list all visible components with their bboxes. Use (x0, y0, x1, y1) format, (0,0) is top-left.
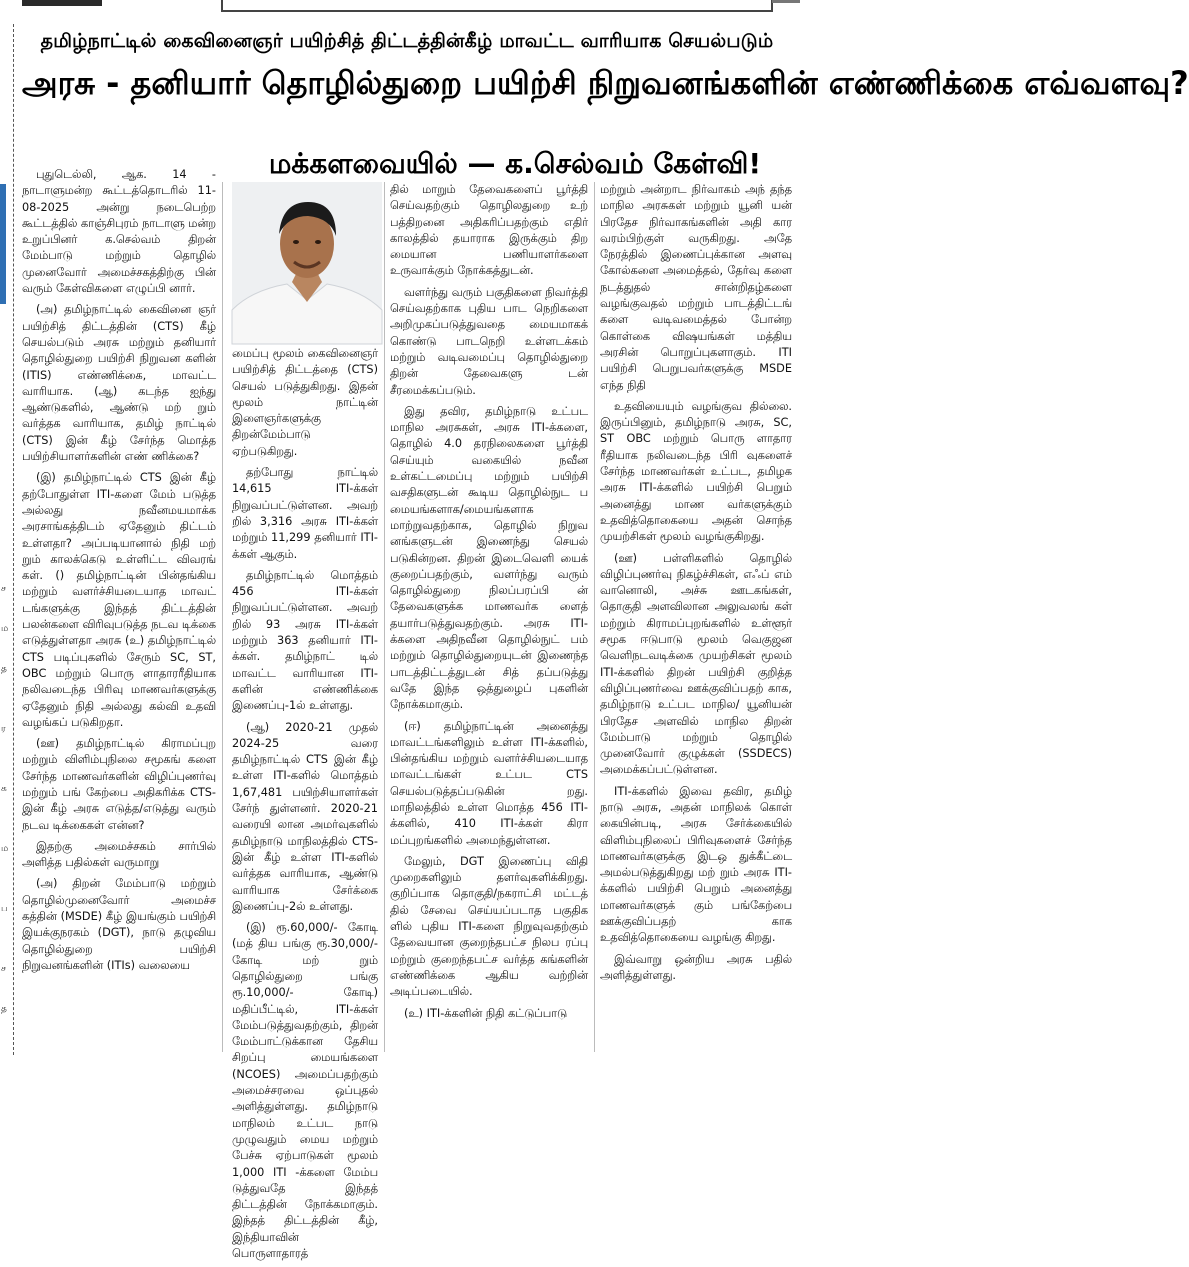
article-paragraph: புதுடெல்லி, ஆக. 14 - நாடாளுமன்ற கூட்டத்தொடரில் 11-08-2025 அன்று நடைபெற்ற கூட்டத்தில் காஞ்சிபுரம் நாடாளு மன்ற உறுப்பினர் க.செல்வம் திறன் மேம்பாடு மற்றும் தொழில் முனைவோர் அமைச்சகத்திற்கு பின் வரும் கேள்விகளை எழுப்பி னார். (22, 168, 216, 296)
article-paragraph: (ஆ) 2020-21 முதல் 2024-25 வரை தமிழ்நாட்டில் CTS இன் கீழ் உள்ள ITI-களில் மொத்தம் 1,67,481 பயிற்சியாளர்கள் சேர்ந் துள்ளனர். 2020-21 வரையி லான அமர்வுகளில் தமிழ்நாடு மாநிலத்தில் CTS-இன் கீழ் உள்ள ITI-களில் வர்த்தக வாரியாக, ஆண்டு வாரியாக சேர்க்கை இணைப்பு-2ல் உள்ளது. (232, 720, 378, 913)
top-ink-fragment-right (772, 0, 800, 3)
article-column-2 (232, 346, 378, 1267)
article-paragraph: (அ) தமிழ்நாட்டில் கைவினை ஞர் பயிற்சித் திட்டத்தின் (CTS) கீழ் செயல்படும் அரசு மற்றும் தனியார் தொழில்துறை பயிற்சி நிறுவன களின் (ITIS) எண்ணிக்கை, மாவட்ட வாரியாக. (ஆ) கடந்த ஐந்து ஆண்டுகளில், ஆண்டு மற் றும் வர்த்தக வாரியாக, தமிழ் நாட்டில் (CTS) இன் கீழ் சேர்ந்த மொத்த பயிற்சியாளர்களின் எண் ணிக்கை? (22, 303, 216, 464)
left-edge-glyph: ம (1, 624, 9, 634)
article-paragraph: (ஈ) தமிழ்நாட்டின் அனைத்து மாவட்டங்களிலும் உள்ள ITI-க்களில், பின்தங்கிய மற்றும் வளர்ச்சியடையாத மாவட்டங்கள் உட்பட CTS செயல்படுத்தப்படுகின் றது. மாநிலத்தில் உள்ள மொத்த 456 ITI-க்களில், 410 ITI-க்கள் கிரா மப்புறங்களில் அமைந்துள்ளன. (390, 719, 588, 847)
column-rule (384, 182, 385, 1052)
article-paragraph: ITI-க்களில் இவை தவிர, தமிழ் நாடு அரசு, அதன் மாநிலக் கொள் கையின்படி, அரசு சேர்க்கையில் விளிம்புநிலைப் பிரிவுகளைச் சேர்ந்த மாணவர்களுக்கு இடஒ துக்கீட்டை அமல்படுத்துகிறது மற் றும் அரசு ITI-க்களில் பயிற்சி பெறும் அனைத்து மாணவர்களுக் கும் பங்கேற்பை ஊக்குவிப்பதற் காக உதவித்தொகையை வழங்கு கிறது. (600, 784, 792, 945)
top-border-strip (0, 0, 800, 18)
left-edge-glyph: த (1, 664, 7, 674)
article-paragraph: (உ) ITI-க்களின் நிதி கட்டுப்பாடு (404, 1006, 568, 1020)
article-paragraph: மற்றும் அன்றாட நிர்வாகம் அந் தந்த மாநில அரசுகள் மற்றும் யூனி யன் பிரதேச நிர்வாகங்களின் அதி கார வரம்பிற்குள் வருகிறது. அதே நேரத்தில் இணைப்புக்கான அளவு கோல்களை அமைத்தல், தேர்வு களை நடத்துதல் சான்றிதழ்களை வழங்குவதல் மற்றும் பாடத்திட்டங் களை வடிவமைத்தல் போன்ற கொள்கை விஷயங்கள் மத்திய அரசின் பொறுப்புகளாகும். ITI பயிற்சி பெறுபவர்களுக்கு MSDE எந்த நிதி (600, 183, 792, 392)
top-box-outline (221, 0, 773, 12)
article-column-4 (600, 182, 792, 989)
article-paragraph: (ஊ) பள்ளிகளில் தொழில் விழிப்புணர்வு நிகழ்ச்சிகள், எஃப் எம் வானொலி, அச்சு ஊடகங்கள், தொகுதி அளவிலான அலுவலங் கள் மற்றும் கிராமப்புறங்களில் உள்ளூர் சமூக ஈடுபாடு மூலம் வெகுஜன வெளிநடவடிக்கை முயற்சிகள் மூலம் ITI-க்களில் திறன் பயிற்சி குறித்த விழிப்புணர்வை ஊக்குவிப்பதற் காக, தமிழ்நாடு உட்பட மாநில/ யூனியன் பிரதேச அளவில் மாநில திறன் மேம்பாடு மற்றும் தொழில் முனைவோர் குழுக்கள் (SSDECS) அமைக்கப்பட்டுள்ளன. (600, 551, 792, 777)
column-rule (594, 182, 595, 1052)
column-rule (222, 182, 223, 1052)
article-column-1 (22, 167, 216, 979)
left-page-edge (0, 24, 14, 1055)
left-edge-glyph: ச (1, 584, 6, 594)
article-paragraph: (இ) தமிழ்நாட்டில் CTS இன் கீழ் தற்போதுள்ள ITI-களை மேம் படுத்த அல்லது நவீனமயமாக்க அரசாங்கத்திடம் ஏதேனும் திட்டம் உள்ளதா? அப்படியானால் நிதி மற் றும் காலக்கெடு உள்ளிட்ட விவரங் கள். () தமிழ்நாட்டின் பின்தங்கிய மற்றும் வளர்ச்சியடையாத மாவட் டங்களுக்கு இந்தத் திட்டத்தின் பலன்களை விரிவுபடுத்த நடவ டிக்கை எடுத்துள்ளதா அரசு (உ) தமிழ்நாட்டில் CTS படிப்புகளில் சேரும் SC, ST, OBC மற்றும் பொரு ளாதாரரீதியாக நலிவடைந்த பிரிவு மாணவர்களுக்கு ஏதேனும் நிதி அல்லது கல்வி உதவி வழங்கப் படுகிறதா. (22, 471, 216, 729)
left-edge-glyph: ச (1, 964, 6, 974)
article-paragraph: மைப்பு மூலம் கைவினைஞர் பயிற்சித் திட்டத்தை (CTS) செயல் படுத்துகிறது. இதன் மூலம் நாட்டின் இளைஞர்களுக்கு திறன்மேம்பாடு ஏற்படுகிறது. (232, 347, 378, 458)
left-edge-glyph: த (1, 1004, 7, 1014)
article-title: அரசு - தனியார் தொழில்துறை பயிற்சி நிறுவனங்களின் எண்ணிக்கை எவ்வளவு? (22, 64, 1189, 102)
article-paragraph: தமிழ்நாட்டில் மொத்தம் 456 ITI-க்கள் நிறுவப்பட்டுள்ளன. அவற் றில் 93 அரசு ITI-க்கள் மற்றும் 363 தனியார் ITI-க்கள். தமிழ்நாட் டில் மாவட்ட வாரியான ITI-களின் எண்ணிக்கை இணைப்பு-1ல் உள்ளது. (232, 568, 378, 713)
left-edge-glyph: ர (1, 724, 6, 734)
article-subheading: மக்களவையில் — க.செல்வம் கேள்வி! (268, 147, 762, 180)
article-header (22, 30, 1189, 103)
left-edge-glyph: ம (1, 844, 9, 854)
article-paragraph: இது தவிர, தமிழ்நாடு உட்பட மாநில அரசுகள், அரசு ITI-க்களை, தொழில் 4.0 தரநிலைகளை பூர்த்தி செய்யும் வகையில் நவீன உள்கட்டமைப்பு மற்றும் பயிற்சி வசதிகளுடன் கூடிய தொழில்நுட ப மையங்களாக/மையங்களாக மாற்றுவதற்காக, தொழில் நிறுவ னங்களுடன் இணைந்து செயல் படுகின்றன. திறன் இடைவெளி யைக் குறைப்பதற்கும், வளர்ந்து வரும் தொழில்துறை நிலப்பரப்பி ன் தேவைகளுக்க மாணவர்க ளைத் தயார்படுத்துவதற்கும். அரசு ITI-க்களை அதிநவீன தொழில்நுட் பம் மற்றும் தொழில்துறையுடன் இணைந்த பாடத்திட்டத்துடன் சித் தப்படுத்து வதே இந்த ஒத்துழைப் புகளின் நோக்கமாகும். (390, 404, 588, 712)
article-paragraph: (அ) திறன் மேம்பாடு மற்றும் தொழில்முனைவோர் அமைச்ச கத்தின் (MSDE) கீழ் இயங்கும் பயிற்சி இயக்குநரகம் (DGT), நாடு தழுவிய தொழில்துறை பயிற்சி நிறுவனங்களின் (ITIs) வலையை (22, 877, 216, 972)
article-paragraph: உதவியையும் வழங்குவ தில்லை. இருப்பினும், தமிழ்நாடு அரசு, SC, ST OBC மற்றும் பொரு ளாதார ரீதியாக நலிவடைந்த பிரி வுகளைச் சேர்ந்த மாணவர்கள் உட்பட, தமிழக அரசு ITI-க்களில் பயிற்சி பெறும் அனைத்து மாண வர்களுக்கும் உதவித்தொகையை அதன் சொந்த முயற்சிகள் மூலம் வழங்குகிறது. (600, 399, 792, 544)
article-paragraph: (இ) ரூ.60,000/- கோடி (மத் திய பங்கு ரூ.30,000/- கோடி மற் றும் தொழில்துறை பங்கு ரூ.10,000/- கோடி) மதிப்பீட்டில், ITI-க்கள் மேம்படுத்துவதற்கும், திறன் மேம்பாட்டுக்கான தேசிய சிறப்பு மையங்களை (NCOES) அமைப்பதற்கும் அமைச்சரவை ஒப்புதல் அளித்துள்ளது. தமிழ்நாடு மாநிலம் உட்பட நாடு முழுவதும் மைய மற்றும் பேச்சு ஏற்பாடுகள் மூலம் 1,000 ITI -க்களை மேம்ப டுத்துவதே இந்தத் திட்டத்தின் நோக்கமாகும். இந்தத் திட்டத்தின் கீழ், இந்தியாவின் பொருளாதாரத் (232, 921, 378, 1261)
article-paragraph: (ஊ) தமிழ்நாட்டில் கிராமப்புற மற்றும் விளிம்புநிலை சமூகங் களை சேர்ந்த மாணவர்களின் விழிப்புணர்வு மற்றும் பங் கேற்பை அதிகரிக்க CTS-இன் கீழ் அரசு எடுத்த/எடுத்து வரும் நடவ டிக்கைகள் என்ன? (22, 737, 216, 832)
article-paragraph: தில் மாறும் தேவைகளைப் பூர்த்தி செய்வதற்கும் தொழிலதுறை உற் பத்திறனை அதிகரிப்பதற்கும் எதிர் காலத்தில் தயாராக இருக்கும் திற மையான பணியாளர்களை உருவாக்கும் நோக்கத்துடன். (390, 183, 588, 278)
portrait-drawing (232, 182, 382, 344)
article-kicker: தமிழ்நாட்டில் கைவினைஞர் பயிற்சித் திட்டத்தின்கீழ் மாவட்ட வாரியாக செயல்படும் (40, 30, 774, 52)
left-edge-glyph: ப (1, 904, 8, 914)
article-paragraph: வளர்ந்து வரும் பகுதிகளை நிவர்த்தி செய்வதற்காக புதிய பாட நெறிகளை அறிமுகப்படுத்துவதை மையமாகக் கொண்டு பாடநெறி உள்ளடக்கம் மற்றும் வடிவமைப்பு தொழில்துறை திறன் தேவைகளு டன் சீரமைக்கப்படும். (390, 285, 588, 397)
article-paragraph: தற்போது நாட்டில் 14,615 ITI-க்கள் நிறுவப்பட்டுள்ளன. அவற் றில் 3,316 அரசு ITI-க்கள் மற்றும் 11,299 தனியார் ITI-க்கள் ஆகும். (232, 466, 378, 561)
left-edge-color-strip (0, 184, 6, 304)
article-paragraph: இதற்கு அமைச்சகம் சார்பில் அளித்த பதில்கள் வருமாறு (22, 839, 216, 870)
article-paragraph: இவ்வாறு ஒன்றிய அரசு பதில் அளித்துள்ளது. (600, 952, 792, 982)
article-column-3 (390, 182, 588, 1027)
person-portrait-icon (232, 182, 382, 344)
left-edge-glyph: க (1, 784, 7, 794)
article-paragraph: மேலும், DGT இணைப்பு விதி முறைகளிலும் தளர்வுகளிக்கிறது. குறிப்பாக தொகுதி/நகராட்சி மட்டத் தில் சேவை செய்யப்படாத பகுதிக ளில் புதிய ITI-களை நிறுவுவதற்கும் தேவையான குறைந்தபட்ச நிலப ரப்பு மற்றும் குறைந்தபட்ச வர்த்த கங்களின் எண்ணிக்கை ஆகிய வற்றின் அடிப்படையில். (390, 854, 588, 999)
top-ink-fragment (22, 0, 102, 6)
